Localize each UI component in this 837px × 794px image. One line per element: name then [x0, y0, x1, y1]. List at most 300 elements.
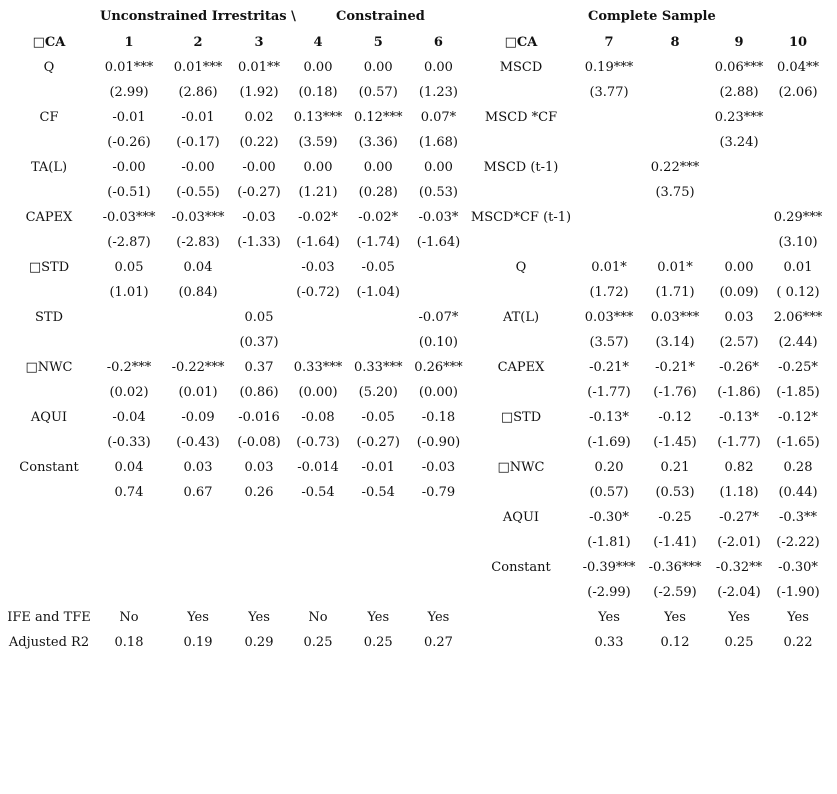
table-row: [462, 205, 830, 230]
table-row: [0, 205, 474, 230]
column-number: 9: [734, 35, 744, 50]
row-label: [0, 230, 98, 255]
table-cell: (-1.77): [717, 435, 761, 450]
table-cell: 0.29***: [773, 210, 823, 225]
table-row: [0, 180, 474, 205]
row-label: [0, 530, 98, 555]
table-cell: [236, 580, 282, 605]
column-number: 5: [373, 35, 383, 50]
left-regression-table: [0, 30, 474, 655]
row-label: [0, 580, 98, 605]
table-cell: [98, 330, 160, 355]
table-cell: [638, 130, 712, 155]
row-label: [462, 330, 580, 355]
row-label: AQUI: [30, 410, 68, 425]
table-cell: [98, 530, 160, 555]
table-cell: [236, 255, 282, 280]
table-cell: Yes: [598, 610, 620, 625]
table-cell: 0.03: [724, 310, 754, 325]
row-label: [0, 330, 98, 355]
table-cell: [236, 505, 282, 530]
table-cell: -0.21*: [655, 360, 695, 375]
table-cell: (3.36): [358, 135, 398, 150]
table-cell: 0.25: [363, 635, 393, 650]
row-label: [462, 580, 580, 605]
table-cell: 0.29: [244, 635, 274, 650]
table-cell: -0.03***: [102, 210, 156, 225]
table-row: [0, 480, 474, 505]
row-label: □NWC: [25, 360, 73, 375]
table-cell: Yes: [248, 610, 270, 625]
table-cell: 0.21: [660, 460, 690, 475]
table-cell: -0.03: [301, 260, 335, 275]
table-cell: [580, 205, 638, 230]
table-cell: (-1.86): [717, 385, 761, 400]
corner-label: □CA: [32, 35, 66, 50]
left-column-header-row: [0, 30, 474, 55]
table-cell: 0.26***: [414, 360, 463, 375]
row-label: MSCD*CF (t-1): [470, 210, 572, 225]
row-label: [462, 380, 580, 405]
table-cell: 0.00: [423, 160, 453, 175]
table-cell: [638, 205, 712, 230]
table-row: [462, 255, 830, 280]
row-label: □NWC: [497, 460, 545, 475]
table-row: [0, 155, 474, 180]
row-label: MSCD (t-1): [483, 160, 559, 175]
table-cell: (-0.27): [356, 435, 400, 450]
table-cell: -0.01: [361, 460, 395, 475]
table-row: [0, 330, 474, 355]
table-cell: (-0.33): [107, 435, 151, 450]
table-row: [462, 180, 830, 205]
table-cell: (2.06): [778, 85, 818, 100]
table-row: [462, 230, 830, 255]
table-row: [0, 380, 474, 405]
table-cell: (-2.87): [107, 235, 151, 250]
table-cell: (0.57): [589, 485, 629, 500]
table-cell: (-1.04): [356, 285, 400, 300]
table-cell: -0.00: [112, 160, 146, 175]
table-cell: 0.18: [114, 635, 144, 650]
table-cell: [580, 230, 638, 255]
table-cell: -0.00: [181, 160, 215, 175]
table-cell: -0.04: [112, 410, 146, 425]
table-cell: (3.24): [719, 135, 759, 150]
row-label: IFE and TFE: [7, 610, 91, 625]
table-row: [0, 80, 474, 105]
table-cell: (1.71): [655, 285, 695, 300]
column-number: 3: [254, 35, 264, 50]
table-cell: [160, 305, 236, 330]
table-cell: (2.86): [178, 85, 218, 100]
table-cell: 0.82: [724, 460, 754, 475]
table-cell: -0.21*: [589, 360, 629, 375]
table-cell: -0.13*: [719, 410, 759, 425]
table-cell: 0.23***: [714, 110, 764, 125]
table-cell: 0.04**: [777, 60, 819, 75]
table-cell: 0.33***: [293, 360, 343, 375]
table-cell: 0.67: [183, 485, 213, 500]
table-cell: [580, 155, 638, 180]
table-row: [0, 305, 474, 330]
table-row: [0, 255, 474, 280]
table-row: [0, 455, 474, 480]
row-label: [0, 280, 98, 305]
table-cell: 0.19***: [584, 60, 634, 75]
table-cell: [712, 155, 766, 180]
table-cell: [638, 80, 712, 105]
table-cell: (-1.85): [776, 385, 820, 400]
table-cell: -0.07*: [418, 310, 459, 325]
table-cell: [354, 505, 402, 530]
table-cell: -0.3**: [778, 510, 818, 525]
table-cell: -0.016: [238, 410, 280, 425]
column-number: 8: [670, 35, 680, 50]
table-cell: [98, 505, 160, 530]
table-cell: [236, 555, 282, 580]
table-cell: 0.33: [594, 635, 624, 650]
table-cell: [712, 230, 766, 255]
table-cell: -0.12*: [778, 410, 818, 425]
table-cell: (2.57): [719, 335, 759, 350]
table-cell: -0.36***: [648, 560, 702, 575]
table-cell: (0.57): [358, 85, 398, 100]
column-number: 10: [788, 35, 808, 50]
table-cell: -0.08: [301, 410, 335, 425]
table-cell: [580, 105, 638, 130]
table-cell: (-2.22): [776, 535, 820, 550]
row-label: [0, 80, 98, 105]
row-label: □STD: [500, 410, 542, 425]
table-row: [0, 405, 474, 430]
table-cell: (0.28): [358, 185, 398, 200]
table-cell: (-0.43): [176, 435, 220, 450]
table-cell: (-1.65): [776, 435, 820, 450]
table-row: [462, 130, 830, 155]
row-label: [0, 505, 98, 530]
table-cell: 0.01*: [657, 260, 693, 275]
table-cell: (-2.59): [653, 585, 697, 600]
table-row: [462, 280, 830, 305]
table-cell: -0.30*: [778, 560, 818, 575]
table-cell: 0.27: [423, 635, 453, 650]
table-cell: 0.12***: [354, 110, 403, 125]
table-cell: -0.02*: [358, 210, 399, 225]
table-row: [462, 480, 830, 505]
table-row: [462, 330, 830, 355]
table-cell: (-1.77): [587, 385, 631, 400]
table-row: [0, 630, 474, 655]
table-cell: (-1.81): [587, 535, 631, 550]
table-cell: (1.01): [109, 285, 149, 300]
table-cell: 0.33***: [354, 360, 403, 375]
table-cell: (2.44): [778, 335, 818, 350]
table-cell: [766, 155, 830, 180]
table-cell: -0.79: [421, 485, 456, 500]
table-cell: ( 0.12): [776, 285, 820, 300]
table-cell: [580, 180, 638, 205]
table-cell: 0.03***: [584, 310, 634, 325]
table-cell: 0.00: [724, 260, 754, 275]
table-cell: [766, 130, 830, 155]
table-row: [462, 405, 830, 430]
table-cell: 0.01***: [173, 60, 223, 75]
row-label: AT(L): [502, 310, 540, 325]
column-number: 1: [124, 35, 134, 50]
table-cell: 0.25: [303, 635, 333, 650]
row-label: [462, 180, 580, 205]
table-cell: (-1.33): [237, 235, 281, 250]
table-cell: [236, 530, 282, 555]
table-cell: -0.32**: [715, 560, 763, 575]
table-cell: (-0.73): [296, 435, 340, 450]
table-cell: 0.06***: [714, 60, 764, 75]
table-row: [0, 230, 474, 255]
table-row: [462, 355, 830, 380]
table-cell: [638, 230, 712, 255]
table-cell: 0.05: [244, 310, 274, 325]
table-cell: Yes: [664, 610, 686, 625]
table-cell: (3.77): [589, 85, 629, 100]
table-row: [462, 505, 830, 530]
table-cell: -0.18: [421, 410, 456, 425]
complete-sample-header: Complete Sample: [588, 9, 716, 24]
table-cell: Yes: [427, 610, 450, 625]
table-cell: 0.01***: [104, 60, 154, 75]
table-row: [462, 105, 830, 130]
table-cell: [354, 580, 402, 605]
right-regression-block: [462, 30, 830, 655]
table-row: [462, 580, 830, 605]
right-regression-table: [462, 30, 830, 655]
table-cell: (-1.64): [416, 235, 461, 250]
row-label: MSCD *CF: [484, 110, 558, 125]
table-cell: 0.02: [244, 110, 274, 125]
right-column-header-row: [462, 30, 830, 55]
table-cell: (2.88): [719, 85, 759, 100]
table-cell: [282, 530, 354, 555]
table-cell: -0.03*: [418, 210, 459, 225]
table-cell: [282, 330, 354, 355]
table-cell: [160, 555, 236, 580]
table-cell: (-1.69): [587, 435, 631, 450]
table-cell: 0.25: [724, 635, 754, 650]
table-cell: (3.59): [298, 135, 338, 150]
table-cell: (-0.26): [107, 135, 151, 150]
table-cell: -0.01: [181, 110, 215, 125]
row-label: [0, 480, 98, 505]
table-cell: (0.37): [239, 335, 279, 350]
table-cell: -0.39***: [582, 560, 636, 575]
table-cell: (-2.04): [717, 585, 761, 600]
table-cell: 0.13***: [293, 110, 343, 125]
table-cell: (-1.64): [296, 235, 340, 250]
table-cell: No: [308, 610, 328, 625]
row-label: Constant: [19, 460, 79, 475]
row-label: [462, 130, 580, 155]
table-cell: 0.00: [303, 60, 333, 75]
row-label: [462, 630, 580, 655]
table-cell: (-0.90): [416, 435, 461, 450]
table-row: [462, 305, 830, 330]
table-cell: -0.03***: [171, 210, 225, 225]
row-label: [462, 280, 580, 305]
table-cell: (-0.17): [176, 135, 220, 150]
table-cell: 0.03: [244, 460, 274, 475]
table-cell: (3.10): [778, 235, 818, 250]
table-row: [0, 55, 474, 80]
table-cell: [638, 55, 712, 80]
table-cell: (-1.45): [653, 435, 697, 450]
table-cell: (1.18): [719, 485, 759, 500]
row-label: [0, 555, 98, 580]
table-cell: (2.99): [109, 85, 149, 100]
table-cell: (0.09): [719, 285, 759, 300]
row-label: Constant: [491, 560, 551, 575]
table-cell: [98, 555, 160, 580]
row-label: Adjusted R2: [8, 635, 90, 650]
table-row: [462, 380, 830, 405]
table-cell: [160, 530, 236, 555]
table-cell: [282, 305, 354, 330]
table-cell: [354, 330, 402, 355]
table-cell: -0.05: [361, 410, 395, 425]
table-cell: (0.53): [655, 485, 695, 500]
table-cell: (1.72): [589, 285, 629, 300]
table-row: [0, 355, 474, 380]
table-cell: (-0.27): [237, 185, 281, 200]
table-row: [0, 105, 474, 130]
table-cell: [282, 555, 354, 580]
table-cell: [712, 205, 766, 230]
constrained-header: Constrained: [336, 9, 425, 24]
table-cell: -0.30*: [589, 510, 629, 525]
table-cell: [354, 530, 402, 555]
row-label: [462, 605, 580, 630]
table-cell: (-2.83): [176, 235, 220, 250]
row-label: CAPEX: [497, 360, 545, 375]
table-cell: [712, 180, 766, 205]
table-cell: 0.22***: [650, 160, 700, 175]
table-cell: -0.54: [301, 485, 335, 500]
table-cell: (0.86): [239, 385, 279, 400]
column-number: 7: [604, 35, 614, 50]
row-label: Q: [43, 60, 55, 75]
table-cell: -0.25: [658, 510, 692, 525]
table-row: [0, 505, 474, 530]
table-cell: -0.01: [112, 110, 146, 125]
table-row: [462, 80, 830, 105]
table-cell: -0.02*: [298, 210, 338, 225]
row-label: [462, 430, 580, 455]
column-number: 2: [193, 35, 203, 50]
table-cell: (0.00): [298, 385, 338, 400]
table-cell: -0.22***: [171, 360, 225, 375]
table-cell: (3.57): [589, 335, 629, 350]
table-cell: -0.13*: [589, 410, 629, 425]
table-cell: (-1.90): [776, 585, 820, 600]
row-label: MSCD: [499, 60, 543, 75]
table-row: [462, 430, 830, 455]
table-cell: 0.03: [183, 460, 213, 475]
table-cell: (0.18): [298, 85, 338, 100]
table-cell: [236, 280, 282, 305]
row-label: [462, 530, 580, 555]
table-cell: 0.04: [114, 460, 144, 475]
corner-label: □CA: [504, 35, 538, 50]
table-cell: [766, 105, 830, 130]
row-label: Q: [515, 260, 527, 275]
row-label: CF: [39, 110, 59, 125]
table-cell: -0.2***: [106, 360, 152, 375]
table-row: [0, 430, 474, 455]
row-label: [0, 180, 98, 205]
table-cell: Yes: [787, 610, 809, 625]
table-cell: -0.00: [242, 160, 276, 175]
table-cell: 0.00: [423, 60, 453, 75]
table-cell: 0.04: [183, 260, 213, 275]
table-cell: -0.05: [361, 260, 395, 275]
table-row: [462, 555, 830, 580]
table-cell: 0.12: [660, 635, 690, 650]
table-row: [0, 130, 474, 155]
table-row: [462, 530, 830, 555]
table-cell: 0.03***: [650, 310, 700, 325]
table-cell: Yes: [728, 610, 750, 625]
row-label: STD: [35, 310, 63, 325]
table-cell: (1.68): [418, 135, 458, 150]
table-cell: 0.07*: [420, 110, 457, 125]
table-cell: -0.25*: [778, 360, 818, 375]
table-cell: (0.01): [178, 385, 218, 400]
table-row: [0, 580, 474, 605]
table-row: [462, 55, 830, 80]
column-number: 6: [433, 35, 443, 50]
table-row: [0, 530, 474, 555]
table-cell: 0.01: [783, 260, 813, 275]
table-row: [462, 455, 830, 480]
table-cell: 0.19: [183, 635, 213, 650]
table-cell: 0.00: [363, 60, 393, 75]
table-row: [462, 155, 830, 180]
table-cell: -0.54: [361, 485, 395, 500]
table-cell: (1.23): [418, 85, 458, 100]
table-cell: (0.84): [178, 285, 218, 300]
table-cell: (3.14): [655, 335, 695, 350]
table-cell: [580, 130, 638, 155]
table-cell: [98, 580, 160, 605]
table-cell: (3.75): [655, 185, 695, 200]
table-cell: [354, 555, 402, 580]
table-cell: -0.014: [297, 460, 339, 475]
table-cell: -0.27*: [719, 510, 759, 525]
table-cell: (0.10): [418, 335, 458, 350]
table-cell: [282, 505, 354, 530]
table-cell: 0.37: [244, 360, 274, 375]
row-label: AQUI: [502, 510, 540, 525]
row-label: [0, 430, 98, 455]
table-cell: (0.00): [418, 385, 458, 400]
table-cell: 0.28: [783, 460, 813, 475]
table-cell: [160, 580, 236, 605]
table-cell: (0.44): [778, 485, 818, 500]
table-cell: (-0.51): [107, 185, 151, 200]
column-number: 4: [313, 35, 323, 50]
table-row: [0, 555, 474, 580]
table-cell: 0.26: [244, 485, 274, 500]
table-cell: (-0.72): [296, 285, 340, 300]
